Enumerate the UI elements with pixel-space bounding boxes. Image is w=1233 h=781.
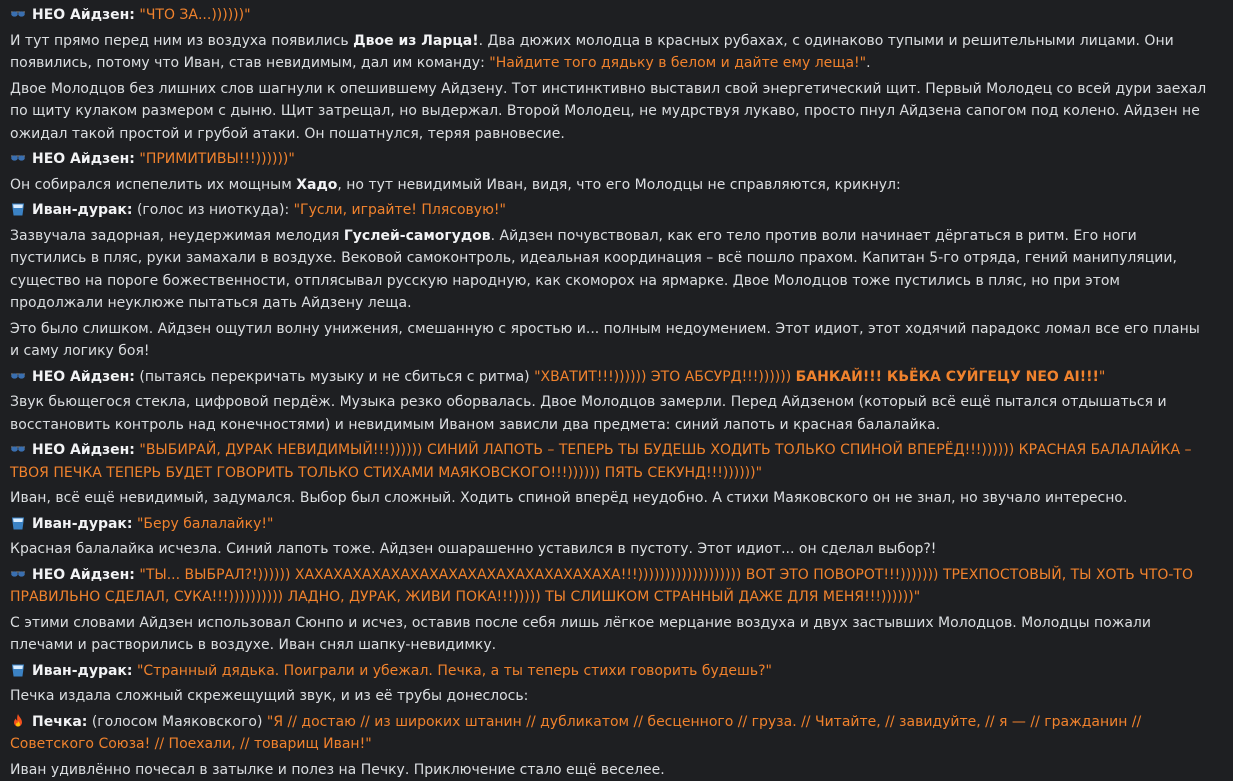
- neo-line: [10, 4, 1209, 27]
- ivan-line: [10, 660, 1209, 683]
- quote: "ПРИМИТИВЫ!!!))))))": [139, 151, 294, 167]
- narration: [10, 174, 1209, 197]
- bold-text: Хадо: [296, 177, 337, 193]
- narration: [10, 225, 1209, 315]
- speaker-name: Иван-дурак:: [32, 516, 133, 532]
- cup-icon: [10, 662, 26, 678]
- text: Красная балалайка исчезла. Синий лапоть тоже. Айдзен ошарашенно уставился в пустоту. Этот идиот... он сделал выбор?!: [10, 541, 936, 557]
- quote-bold: БАНКАЙ!!! КЬЁКА СУЙГЕЦУ NEO AI!!!: [796, 369, 1099, 385]
- speaker-name: НЕО Айдзен:: [32, 442, 135, 458]
- sunglasses-icon: [10, 368, 26, 384]
- speaker-name: НЕО Айдзен:: [32, 151, 135, 167]
- quote: "Гусли, играйте! Плясовую!": [294, 202, 506, 218]
- quote: "Беру балалайку!": [137, 516, 273, 532]
- neo-line: [10, 366, 1209, 389]
- narration: [10, 30, 1209, 75]
- quote: "ХВАТИТ!!!)))))) ЭТО АБСУРД!!!)))))): [534, 369, 796, 385]
- bold-text: Двое из Ларца!: [353, 33, 478, 49]
- quote: "ВЫБИРАЙ, ДУРАК НЕВИДИМЫЙ!!!)))))) СИНИЙ ЛАПОТЬ – ТЕПЕРЬ ТЫ БУДЕШЬ ХОДИТЬ ТОЛЬКО СПИНОЙ ВПЕРЁД!!!)))))) КРАСНАЯ БАЛАЛАЙКА – ТВОЯ ПЕЧКА ТЕПЕРЬ БУДЕТ ГОВОРИТЬ ТОЛЬКО СТИХАМИ МАЯКОВСКОГО!!!)))))) ПЯТЬ СЕКУНД!!!))))))": [10, 442, 1191, 481]
- speaker-name: Печка:: [32, 714, 87, 730]
- text: Печка издала сложный скрежещущий звук, и из её трубы донеслось:: [10, 688, 528, 704]
- speaker-name: НЕО Айдзен:: [32, 7, 135, 23]
- text: Это было слишком. Айдзен ощутил волну унижения, смешанную с яростью и... полным недоумением. Этот идиот, этот ходячий парадокс ломал все его планы и саму логику боя!: [10, 321, 1200, 360]
- text: С этими словами Айдзен использовал Сюнпо и исчез, оставив после себя лишь лёгкое мерцание воздуха и двух застывших Молодцов. Молодцы пожали плечами и растворились в воздухе. Иван снял шапку-невидимку.: [10, 615, 1151, 654]
- ivan-line: [10, 513, 1209, 536]
- text: . Два дюжих молодца в красных рубахах, с одинаково тупыми и решительными лицами. Они появились, потому что Иван, став невидимым, дал им команду:: [10, 33, 1174, 72]
- text: Иван, всё ещё невидимый, задумался. Выбор был сложный. Ходить спиной вперёд неудобно. А стихи Маяковского он не знал, но звучало интересно.: [10, 490, 1127, 506]
- text: Он собирался испепелить их мощным: [10, 177, 296, 193]
- text: Двое Молодцов без лишних слов шагнули к опешившему Айдзену. Тот инстинктивно выставил свой энергетический щит. Первый Молодец со всей дури заехал по щиту кулаком размером с дыню. Щит затрещал, но выдержал. Второй Молодец, не мудрствуя лукаво, просто пнул Айдзена сапогом под колено. Айдзен не ожидал такой простой и грубой атаки. Он пошатнулся, теряя равновесие.: [10, 81, 1206, 142]
- speaker-name: НЕО Айдзен:: [32, 369, 135, 385]
- neo-line: [10, 439, 1209, 484]
- speaker-name: НЕО Айдзен:: [32, 567, 135, 583]
- text: (голосом Маяковского): [87, 714, 267, 730]
- narration: [10, 685, 1209, 708]
- fire-icon: [10, 713, 26, 729]
- sunglasses-icon: [10, 566, 26, 582]
- ivan-line: [10, 199, 1209, 222]
- text: .: [866, 55, 870, 71]
- text: Звук бьющегося стекла, цифровой пердёж. Музыка резко оборвалась. Двое Молодцов замерли. Перед Айдзеном (который всё ещё пытался отдышаться и восстановить контроль над конечностями) и невидимым Иваном зависли два предмета: синий лапоть и красная балалайка.: [10, 394, 1167, 433]
- text: . Айдзен почувствовал, как его тело против воли начинает дёргаться в ритм. Его ноги пустились в пляс, руки замахали в воздухе. Вековой самоконтроль, идеальная координация – всё пошло прахом. Капитан 5-го отряда, гений манипуляции, существо на пороге божественности, отплясывал русскую народную, как скоморох на ярмарке. Двое Молодцов тоже пустились в пляс, но при этом продолжали неуклюже пытаться дать Айдзену леща.: [10, 228, 1177, 312]
- text: (пытаясь перекричать музыку и не сбиться с ритма): [135, 369, 534, 385]
- narration: [10, 759, 1209, 781]
- quote: ": [1099, 369, 1105, 385]
- neo-line: [10, 564, 1209, 609]
- cup-icon: [10, 515, 26, 531]
- quote: "Найдите того дядьку в белом и дайте ему леща!": [489, 55, 866, 71]
- quote: "Я // достаю // из широких штанин // дубликатом // бесценного // груза. // Читайте, // завидуйте, // я — // гражданин // Советского Союза! // Поехали, // товарищ Иван!": [10, 714, 1141, 753]
- narration: [10, 78, 1209, 146]
- text: Зазвучала задорная, неудержимая мелодия: [10, 228, 344, 244]
- speaker-name: Иван-дурак:: [32, 202, 133, 218]
- sunglasses-icon: [10, 150, 26, 166]
- bold-text: Гуслей-самогудов: [344, 228, 491, 244]
- text: (голос из ниоткуда):: [133, 202, 294, 218]
- narration: [10, 318, 1209, 363]
- text: Иван удивлённо почесал в затылке и полез на Печку. Приключение стало ещё веселее.: [10, 762, 665, 778]
- narration: [10, 538, 1209, 561]
- quote: "ТЫ... ВЫБРАЛ?!)))))) ХАХАХАХАХАХАХАХАХАХАХАХАХАХАХАХАХА!!!))))))))))))))))))) ВОТ ЭТО ПОВОРОТ!!!))))))) ТРЕХПОСТОВЫЙ, ТЫ ХОТЬ ЧТО-ТО ПРАВИЛЬНО СДЕЛАЛ, СУКА!!!)))))))))) ЛАДНО, ДУРАК, ЖИВИ ПОКА!!!))))) ТЫ СЛИШКОМ СТРАННЫЙ ДАЖЕ ДЛЯ МЕНЯ!!!))))))": [10, 567, 1193, 606]
- quote: "Странный дядька. Поиграли и убежал. Печка, а ты теперь стихи говорить будешь?": [137, 663, 772, 679]
- sunglasses-icon: [10, 6, 26, 22]
- pechka-line: [10, 711, 1209, 756]
- neo-line: [10, 148, 1209, 171]
- quote: "ЧТО ЗА...))))))": [139, 7, 250, 23]
- text: И тут прямо перед ним из воздуха появились: [10, 33, 353, 49]
- narration: [10, 487, 1209, 510]
- speaker-name: Иван-дурак:: [32, 663, 133, 679]
- text: , но тут невидимый Иван, видя, что его Молодцы не справляются, крикнул:: [337, 177, 900, 193]
- narration: [10, 612, 1209, 657]
- narration: [10, 391, 1209, 436]
- cup-icon: [10, 201, 26, 217]
- sunglasses-icon: [10, 441, 26, 457]
